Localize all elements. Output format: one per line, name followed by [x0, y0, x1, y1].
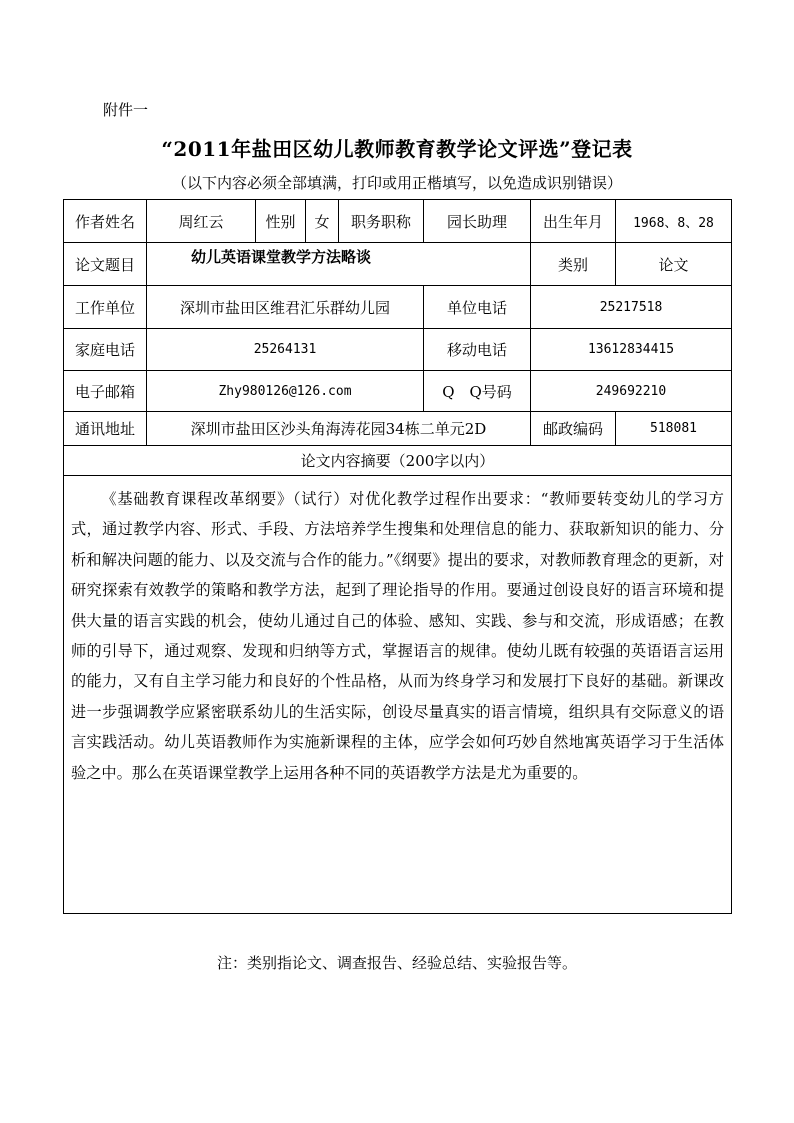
position-value: 园长助理 [423, 199, 531, 243]
category-value: 论文 [615, 242, 732, 286]
home-phone-label: 家庭电话 [63, 328, 147, 371]
postcode-value: 518081 [615, 411, 732, 446]
footer-note: 注：类别指论文、调查报告、经验总结、实验报告等。 [216, 954, 577, 972]
mobile-label: 移动电话 [423, 328, 531, 371]
abstract-text: 《基础教育课程改革纲要》（试行）对优化教学过程作出要求：“教师要转变幼儿的学习方式，通过教学内容、形式、手段、方法培养学生搜集和处理信息的能力、获取新知识的能力、分析和解决问题的能力、以及交流与合作的能力。”《纲要》提出的要求，对教师教育理念的更新，对研究探索有效教学的策略和教学方法，起到了理论指导的作用。要通过创设良好的语言环境和提供大量的语言实践的机会，使幼儿通过自己的体验、感知、实践、参与和交流，形成语感；在教师的引导下，通过观察、发现和归纳等方式，掌握语言的规律。使幼儿既有较强的英语语言运用的能力，又有自主学习能力和良好的个性品格，从而为终身学习和发展打下良好的基础。新课改进一步强调教学应紧密联系幼儿的生活实际，创设尽量真实的语言情境，组织具有交际意义的语言实践活动。幼儿英语教师作为实施新课程的主体，应学会如何巧妙自然地寓英语学习于生活体验之中。那么在英语课堂教学上运用各种不同的英语教学方法是尤为重要的。 [63, 475, 732, 914]
unit-phone-label: 单位电话 [423, 285, 531, 329]
form-title: “2011年盐田区幼儿教师教育教学论文评选”登记表 [161, 137, 633, 161]
home-phone-value: 25264131 [146, 328, 424, 371]
gender-value: 女 [305, 199, 339, 243]
mobile-value: 13612834415 [530, 328, 732, 371]
birth-label: 出生年月 [530, 199, 616, 243]
address-value: 深圳市盐田区沙头角海涛花园34栋二单元2D [146, 411, 531, 446]
abstract-label: 论文内容摘要（200字以内） [63, 445, 732, 476]
author-label: 作者姓名 [63, 199, 147, 243]
author-value: 周红云 [146, 199, 256, 243]
thesis-label: 论文题目 [63, 242, 147, 286]
qq-label: Q Q号码 [423, 370, 531, 412]
attachment-label: 附件一 [103, 101, 149, 119]
email-value: Zhy980126@126.com [146, 370, 424, 412]
work-unit-label: 工作单位 [63, 285, 147, 329]
unit-phone-value: 25217518 [530, 285, 732, 329]
qq-value: 249692210 [530, 370, 732, 412]
birth-value: 1968、8、28 [615, 199, 732, 243]
category-label: 类别 [530, 242, 616, 286]
address-label: 通讯地址 [63, 411, 147, 446]
position-label: 职务职称 [338, 199, 424, 243]
thesis-value: 幼儿英语课堂教学方法略谈 [146, 242, 531, 286]
email-label: 电子邮箱 [63, 370, 147, 412]
postcode-label: 邮政编码 [530, 411, 616, 446]
gender-label: 性别 [255, 199, 306, 243]
work-unit-value: 深圳市盐田区维君汇乐群幼儿园 [146, 285, 424, 329]
form-subtitle: （以下内容必须全部填满，打印或用正楷填写，以免造成识别错误） [171, 174, 622, 192]
